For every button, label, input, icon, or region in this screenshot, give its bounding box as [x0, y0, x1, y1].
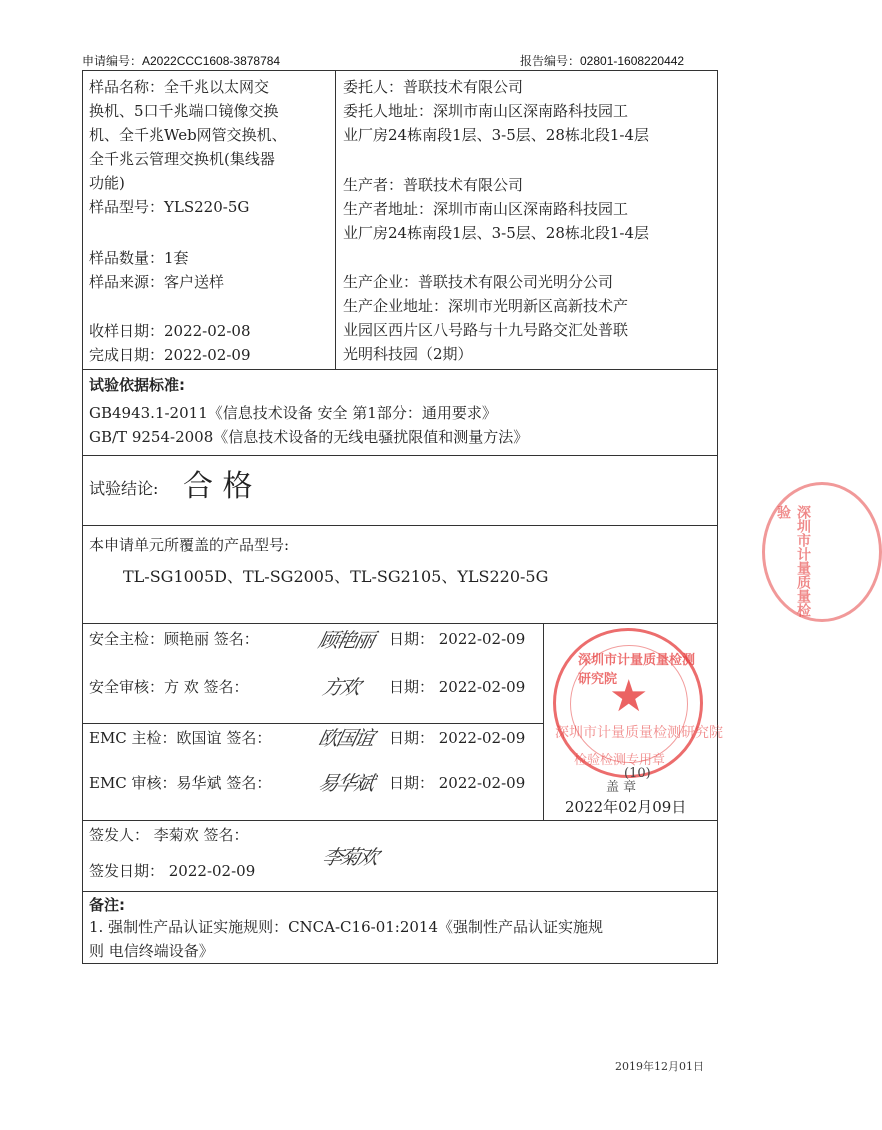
stamp-arc-text: 深圳市计量质量检测研究院: [578, 653, 696, 687]
signature-row-date: 日期： 2022-02-09: [389, 630, 526, 648]
client: 委托人：普联技术有限公司: [343, 78, 524, 96]
standard-line: GB4943.1-2011《信息技术设备 安全 第1部分：通用要求》: [89, 404, 497, 422]
divider: [83, 455, 717, 456]
signature-row-label: EMC 主检：欧国谊 签名：: [89, 729, 272, 747]
client-address-line: 委托人地址：深圳市南山区深南路科技园工: [343, 102, 629, 120]
sample-quantity: 样品数量：1套: [89, 249, 189, 267]
signature-row-label: 安全审核：方 欢 签名：: [89, 678, 249, 696]
report-number: 报告编号：02801-1608220442: [520, 54, 685, 68]
handwritten-signature: 李菊欢: [320, 845, 380, 869]
standard-line: GB/T 9254-2008《信息技术设备的无线电骚扰限值和测量方法》: [89, 428, 529, 446]
column-divider: [543, 623, 544, 820]
stamp-text: 检验检测专用章: [574, 753, 666, 768]
stamp-text: 深圳市计量质量检测研究院: [555, 725, 723, 741]
divider: [83, 623, 717, 624]
stamp-number: (10): [624, 766, 651, 781]
sample-name-line: 换机、5口千兆端口镜像交换: [89, 102, 279, 120]
issuer-label: 签发人： 李菊欢 签名：: [89, 826, 249, 844]
sample-model: 样品型号：YLS220-5G: [89, 198, 250, 216]
star-icon: ★: [609, 671, 649, 722]
models-list: TL-SG1005D、TL-SG2005、TL-SG2105、YLS220-5G: [123, 567, 549, 586]
handwritten-signature: 顾艳丽: [316, 628, 376, 652]
signature-row-date: 日期： 2022-02-09: [389, 729, 526, 747]
stamp-date: 2022年02月09日: [565, 798, 687, 816]
models-title: 本申请单元所覆盖的产品型号:: [89, 536, 290, 554]
sample-name-line: 全千兆云管理交换机(集线器: [89, 150, 275, 168]
side-stamp-text: 深圳市计量质量检验: [775, 505, 811, 617]
side-stamp: [762, 482, 882, 622]
handwritten-signature: 方欢: [320, 675, 362, 699]
received-date: 收样日期：2022-02-08: [89, 322, 251, 340]
conclusion-value: 合 格: [183, 469, 253, 504]
stamp-seal-text: 盖 章: [606, 780, 637, 795]
application-number: 申请编号：A2022CCC1608-3878784: [82, 54, 281, 68]
divider: [83, 891, 717, 892]
remark-line: 1. 强制性产品认证实施规则：CNCA-C16-01:2014《强制性产品认证实施规: [89, 918, 604, 936]
enterprise-address-line: 生产企业地址：深圳市光明新区高新技术产: [343, 297, 629, 315]
signature-row-date: 日期： 2022-02-09: [389, 774, 526, 792]
sample-name-line: 样品名称：全千兆以太网交: [89, 78, 270, 96]
divider: [83, 369, 717, 370]
conclusion-label: 试验结论:: [89, 479, 159, 498]
producer-address-line: 业厂房24栋南段1层、3-5层、28栋北段1-4层: [343, 224, 650, 242]
enterprise-address-line: 业园区西片区八号路与十九号路交汇处普联: [343, 321, 629, 339]
handwritten-signature: 易华斌: [316, 771, 376, 795]
signature-row-label: 安全主检：顾艳丽 签名：: [89, 630, 259, 648]
enterprise: 生产企业：普联技术有限公司光明分公司: [343, 273, 614, 291]
footer-date: 2019年12月01日: [615, 1060, 704, 1073]
divider: [83, 723, 543, 724]
signature-row-label: EMC 审核：易华斌 签名：: [89, 774, 272, 792]
standards-title: 试验依据标准:: [89, 376, 185, 394]
remarks-title: 备注:: [89, 896, 125, 914]
handwritten-signature: 欧国谊: [316, 726, 376, 750]
sample-name-line: 机、全千兆Web网管交换机、: [89, 126, 287, 144]
issue-date: 签发日期： 2022-02-09: [89, 862, 256, 880]
column-divider: [335, 71, 336, 369]
signature-row-date: 日期： 2022-02-09: [389, 678, 526, 696]
official-stamp: [553, 628, 723, 778]
client-address-line: 业厂房24栋南段1层、3-5层、28栋北段1-4层: [343, 126, 650, 144]
report-form: [82, 70, 718, 964]
enterprise-address-line: 光明科技园（2期）: [343, 345, 473, 363]
completed-date: 完成日期：2022-02-09: [89, 346, 251, 364]
remark-line: 则 电信终端设备》: [89, 942, 214, 960]
divider: [83, 525, 717, 526]
producer: 生产者：普联技术有限公司: [343, 176, 524, 194]
divider: [83, 820, 717, 821]
sample-source: 样品来源：客户送样: [89, 273, 225, 291]
producer-address-line: 生产者地址：深圳市南山区深南路科技园工: [343, 200, 629, 218]
sample-name-line: 功能): [89, 174, 125, 192]
